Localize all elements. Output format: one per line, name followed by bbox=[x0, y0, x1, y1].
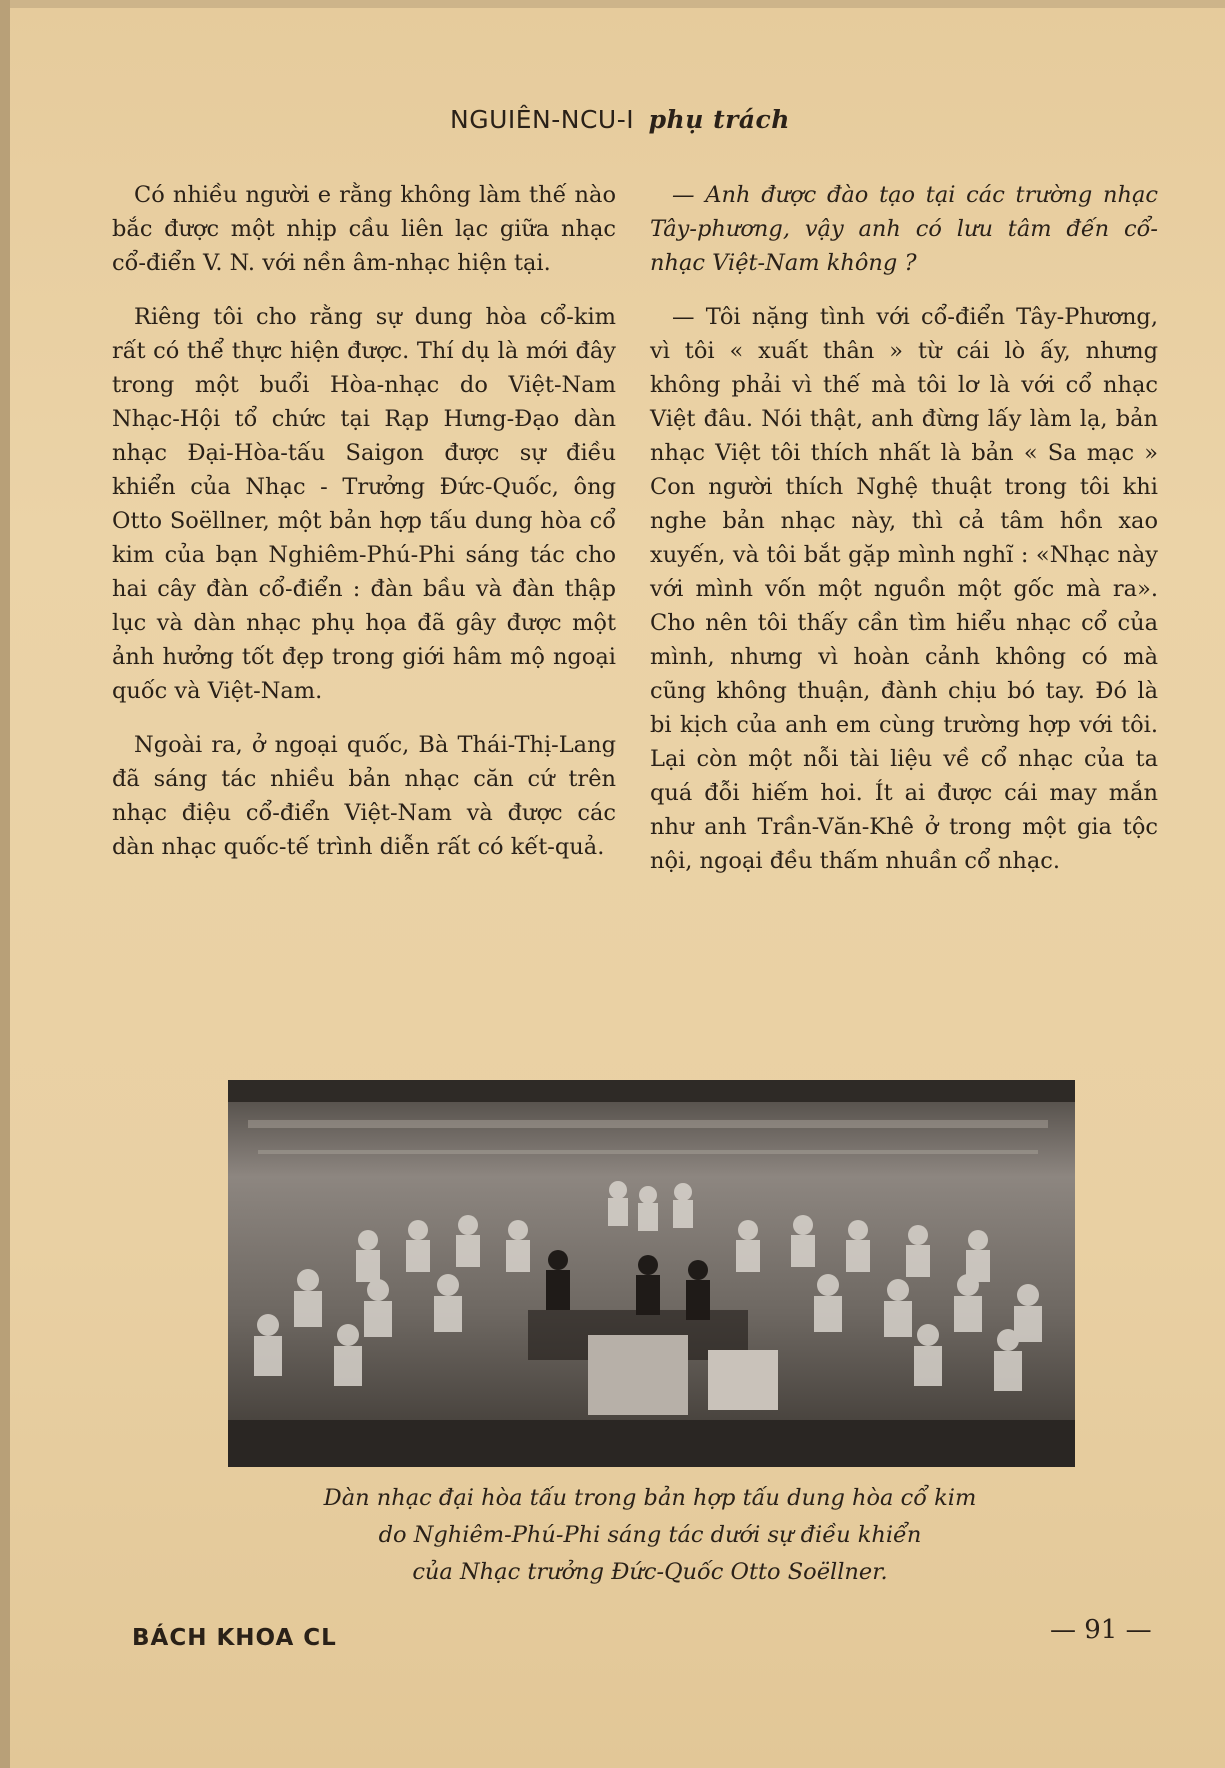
page-number: — 91 — bbox=[1050, 1615, 1152, 1645]
page-header bbox=[450, 105, 950, 134]
author-role: phụ trách bbox=[648, 105, 790, 134]
right-column bbox=[650, 178, 1158, 898]
orchestra-photo-icon bbox=[228, 1080, 1075, 1467]
paragraph: Ngoài ra, ở ngoại quốc, Bà Thái-Thị-Lang đã sáng tác nhiều bản nhạc căn cứ trên nhạc điệu cổ-điển Việt-Nam và được các dàn nhạc quốc-tế trình diễn rất có kết-quả. bbox=[112, 732, 616, 860]
photo-caption bbox=[250, 1480, 1050, 1591]
caption-line: do Nghiêm-Phú-Phi sáng tác dưới sự điều khiển bbox=[378, 1522, 922, 1548]
paragraph: Có nhiều người e rằng không làm thế nào bắc được một nhịp cầu liên lạc giữa nhạc cổ-điển V. N. với nền âm-nhạc hiện tại. bbox=[112, 182, 616, 276]
page-edge-top bbox=[0, 0, 1225, 8]
caption-line: của Nhạc trưởng Đức-Quốc Otto Soëllner. bbox=[412, 1559, 888, 1585]
orchestra-photo bbox=[228, 1080, 1075, 1467]
publication-name: BÁCH KHOA CL bbox=[132, 1625, 337, 1651]
interview-answer: — Tôi nặng tình với cổ-điển Tây-Phương, vì tôi « xuất thân » từ cái lò ấy, nhưng không phải vì thế mà tôi lơ là với cổ nhạc Việt đâu. Nói thật, anh đừng lấy làm lạ, bản nhạc Việt tôi thích nhất là bản « Sa mạc » Con người thích Nghệ thuật trong tôi khi nghe bản nhạc này, thì cả tâm hồn xao xuyến, và tôi bắt gặp mình nghĩ : «Nhạc này với mình vốn một nguồn một gốc mà ra». Cho nên tôi thấy cần tìm hiểu nhạc cổ của mình, nhưng vì hoàn cảnh không có mà cũng không thuận, đành chịu bó tay. Đó là bi kịch của anh em cùng trường hợp với tôi. Lại còn một nỗi tài liệu về cổ nhạc của ta quá đỗi hiếm hoi. Ít ai được cái may mắn như anh Trần-Văn-Khê ở trong một gia tộc nội, ngoại đều thấm nhuần cổ nhạc. bbox=[650, 304, 1158, 874]
author-name: NGUIÊN-NCU-I bbox=[450, 105, 635, 134]
interview-question: — Anh được đào tạo tại các trường nhạc Tây-phương, vậy anh có lưu tâm đến cổ-nhạc Việt-Nam không ? bbox=[650, 182, 1158, 276]
left-column bbox=[112, 178, 616, 884]
caption-line: Dàn nhạc đại hòa tấu trong bản hợp tấu dung hòa cổ kim bbox=[323, 1485, 977, 1511]
paragraph: Riêng tôi cho rằng sự dung hòa cổ-kim rất có thể thực hiện được. Thí dụ là mới đây trong một buổi Hòa-nhạc do Việt-Nam Nhạc-Hội tổ chức tại Rạp Hưng-Đạo dàn nhạc Đại-Hòa-tấu Saigon được sự điều khiển của Nhạc - Trưởng Đức-Quốc, ông Otto Soëllner, một bản hợp tấu dung hòa cổ kim của bạn Nghiêm-Phú-Phi sáng tác cho hai cây đàn cổ-điển : đàn bầu và đàn thập lục và dàn nhạc phụ họa đã gây được một ảnh hưởng tốt đẹp trong giới hâm mộ ngoại quốc và Việt-Nam. bbox=[112, 304, 616, 704]
page-edge-left bbox=[0, 0, 10, 1768]
